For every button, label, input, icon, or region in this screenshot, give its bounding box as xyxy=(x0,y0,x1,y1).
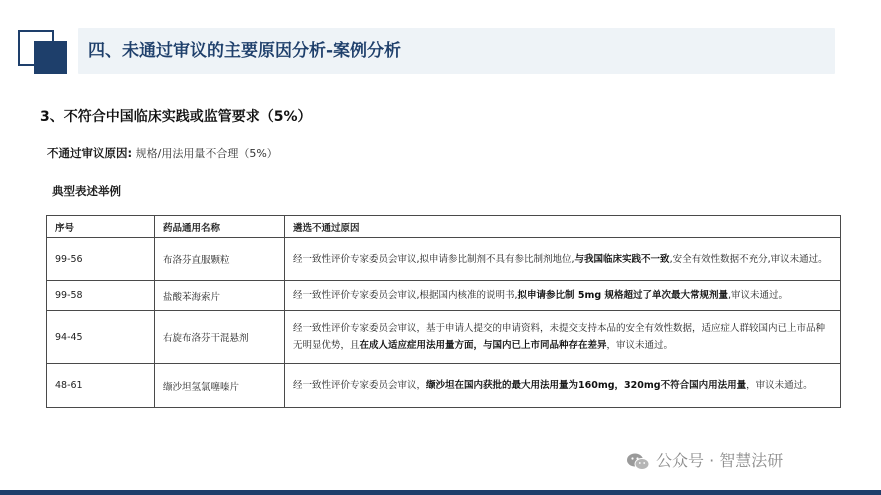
table-row xyxy=(47,364,841,408)
cell-no: 48-61 xyxy=(47,364,155,408)
reason-text: ,安全有效性数据不充分,审议未通过。 xyxy=(669,253,828,265)
decor-square-filled xyxy=(34,41,67,74)
reason-value: 规格/用法用量不合理（5%） xyxy=(135,147,278,160)
reason-text: 经一致性评价专家委员会审议，基于申请人提交的申请资料，未提交支持本品的安全有效性数据，适应症人群较国内已上市品种无明显优势，且 xyxy=(293,323,826,351)
wechat-icon xyxy=(626,452,650,472)
table-row xyxy=(47,281,841,311)
cell-reason xyxy=(285,281,841,311)
reason-text: ，审议未通过。 xyxy=(746,380,813,391)
table-row xyxy=(47,311,841,364)
cell-drug-name: 布洛芬直服颗粒 xyxy=(155,238,285,281)
watermark-text: 公众号 · 智慧法研 xyxy=(656,451,784,470)
reason-emphasis: 与我国临床实践不一致 xyxy=(574,253,670,265)
reason-text: ,审议未通过。 xyxy=(727,290,789,301)
reason-text: 经一致性评价专家委员会审议,根据国内核准的说明书, xyxy=(293,290,518,301)
reason-emphasis: 缬沙坦在国内获批的最大用法用量为160mg，320mg不符合国内用法用量 xyxy=(426,380,747,391)
reason-label: 不通过审议原因: xyxy=(47,146,133,160)
cell-drug-name: 盐酸苯海索片 xyxy=(155,281,285,311)
header-reason: 遴选不通过原因 xyxy=(285,216,841,238)
cell-reason xyxy=(285,238,841,281)
cell-no: 99-58 xyxy=(47,281,155,311)
reason-text: 经一致性评价专家委员会审议， xyxy=(293,380,427,391)
watermark xyxy=(626,449,783,473)
reason-emphasis: 在成人适应症用法用量方面，与国内已上市同品种存在差异 xyxy=(359,340,607,351)
reason-text: ，审议未通过。 xyxy=(606,340,674,351)
page-title: 四、未通过审议的主要原因分析-案例分析 xyxy=(88,41,402,61)
header-drug-name: 药品通用名称 xyxy=(155,216,285,238)
cases-table xyxy=(46,215,841,408)
cell-reason xyxy=(285,364,841,408)
section-heading: 3、不符合中国临床实践或监管要求（5%） xyxy=(40,109,312,125)
footer-bar xyxy=(0,490,881,495)
cell-drug-name: 右旋布洛芬干混悬剂 xyxy=(155,311,285,364)
reason-line xyxy=(47,145,278,161)
header-no: 序号 xyxy=(47,216,155,238)
table-header-row xyxy=(47,216,841,238)
cell-reason xyxy=(285,311,841,364)
cell-drug-name: 缬沙坦氢氯噻嗪片 xyxy=(155,364,285,408)
reason-text: 经一致性评价专家委员会审议,拟申请参比制剂不具有参比制剂地位, xyxy=(293,253,575,265)
table-row xyxy=(47,238,841,281)
reason-emphasis: 拟申请参比制 5mg 规格超过了单次最大常规剂量 xyxy=(517,290,728,301)
examples-heading: 典型表述举例 xyxy=(52,184,121,198)
cell-no: 94-45 xyxy=(47,311,155,364)
cell-no: 99-56 xyxy=(47,238,155,281)
